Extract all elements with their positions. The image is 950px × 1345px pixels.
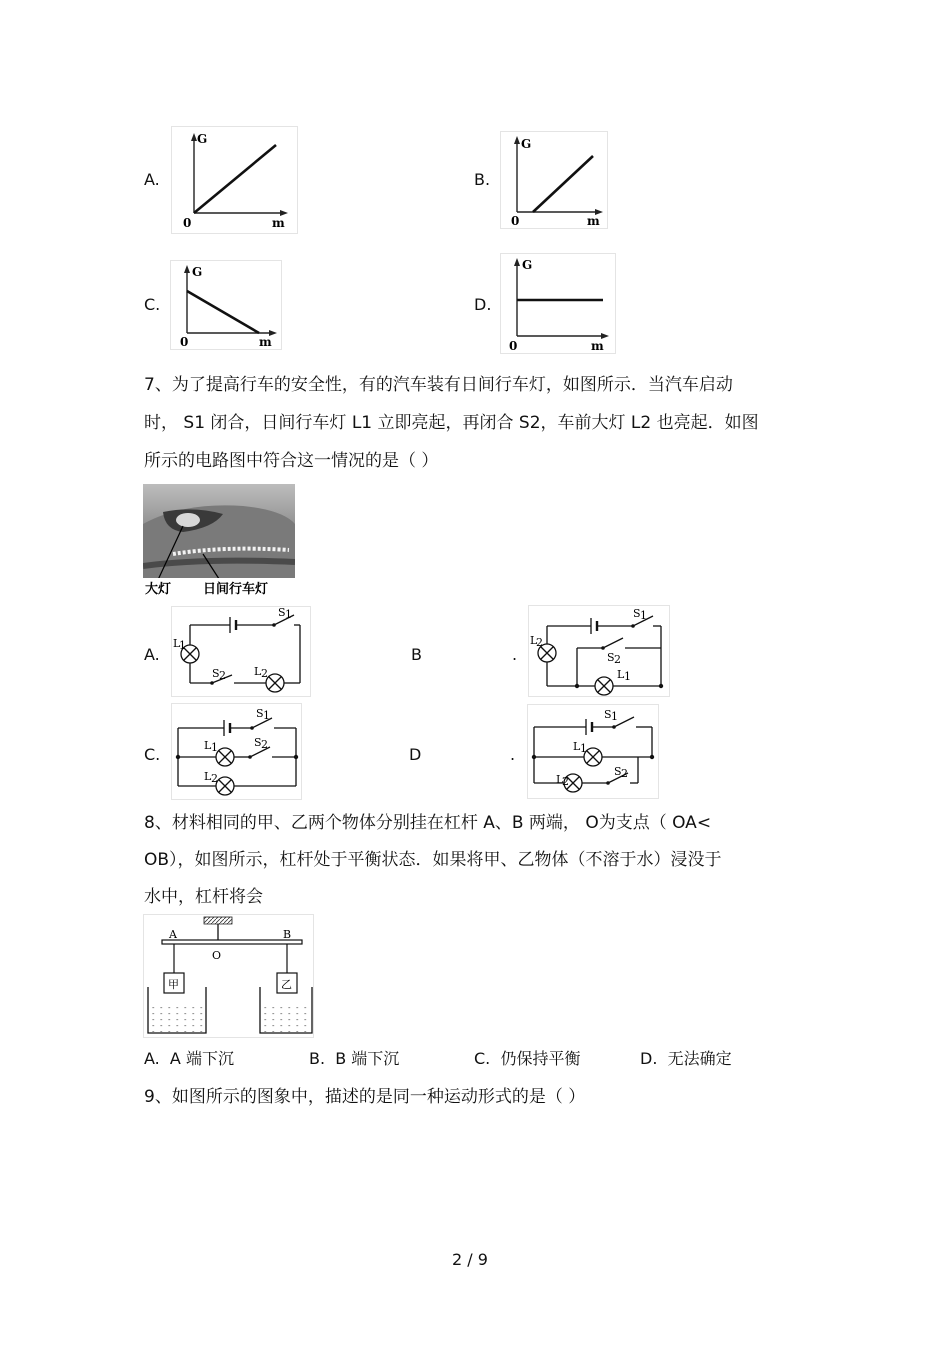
q8-option-c[interactable] [474, 1049, 580, 1069]
q8-option-d-letter: D. [640, 1049, 658, 1068]
circuit-c-l2-sub: 2 [211, 772, 218, 785]
circuit-d-s2-sub: 2 [621, 767, 628, 780]
q6-option-a-letter: A. [144, 170, 160, 189]
circuit-c-s1-label: S [256, 707, 264, 720]
circuit-d-l1-sub: 1 [580, 742, 587, 755]
photo-caption-drl: 日间行车灯 [203, 582, 269, 596]
circuit-a-s2-sub: 2 [219, 669, 226, 682]
circuit-d-l2-sub: 2 [562, 775, 569, 788]
q7-circuit-b [528, 605, 670, 697]
lever-label-b: B [283, 928, 292, 941]
circuit-b-s2-label: S [607, 651, 615, 664]
q6-graph-a [171, 126, 298, 234]
circuit-b-s1-sub: 1 [640, 609, 647, 622]
q6-graph-a-ylabel: G [197, 132, 208, 146]
q7-option-b-dot: . [512, 645, 518, 664]
q8-lever-figure [143, 914, 314, 1038]
q6-graph-d-origin: 0 [509, 339, 518, 353]
circuit-c-l1-label: L [204, 739, 212, 752]
q6-graph-a-line [194, 145, 276, 213]
q7-option-b-letter: B [411, 645, 422, 664]
circuit-b-l2-sub: 2 [536, 636, 543, 649]
q6-graph-b-origin: 0 [511, 214, 520, 228]
q7-option-c-letter: C. [144, 745, 161, 764]
q7-line-2: 时， S1 闭合，日间行车灯 L1 立即亮起，再闭合 S2，车前大灯 L2 也亮起．如图 [144, 413, 759, 433]
q7-car-photo [143, 484, 295, 596]
q7-circuit-a [171, 606, 311, 697]
q6-graph-c-origin: 0 [180, 335, 189, 349]
circuit-d-s1-label: S [604, 708, 612, 721]
q6-graph-c [170, 260, 282, 350]
q8-line-1: 8、材料相同的甲、乙两个物体分别挂在杠杆 A、B 两端， O为支点（ OA< [144, 813, 712, 833]
q6-option-d-letter: D. [474, 295, 492, 314]
circuit-d-l2-label: L [556, 773, 564, 786]
q6-graph-d-ylabel: G [522, 258, 533, 272]
circuit-b-l1-sub: 1 [624, 670, 631, 683]
circuit-c-l1-sub: 1 [211, 741, 218, 754]
q8-option-b-text: B 端下沉 [335, 1049, 400, 1068]
q6-graph-c-line [187, 291, 259, 333]
q8-line-2: OB），如图所示，杠杆处于平衡状态．如果将甲、乙物体（不溶于水）浸没于 [144, 850, 722, 870]
q6-graph-c-ylabel: G [192, 265, 203, 279]
q6-option-b-letter: B. [474, 170, 491, 189]
q7-circuit-d [527, 704, 659, 799]
circuit-b-l2-label: L [530, 634, 538, 647]
circuit-a-l1-label: L [173, 637, 181, 650]
q7-option-a-letter: A. [144, 645, 160, 664]
page-number: 2 / 9 [452, 1250, 488, 1269]
circuit-a-l1-sub: 1 [179, 639, 186, 652]
q7-line-1: 7、为了提高行车的安全性，有的汽车装有日间行车灯，如图所示．当汽车启动 [144, 375, 733, 395]
circuit-c-s1-sub: 1 [263, 709, 270, 722]
q6-graph-b-ylabel: G [521, 137, 532, 151]
q8-option-d[interactable] [640, 1049, 732, 1069]
q8-option-b[interactable] [309, 1049, 399, 1069]
q8-line-3: 水中，杠杆将会 [144, 887, 263, 907]
q8-option-a-letter: A. [144, 1049, 160, 1068]
circuit-d-s1-sub: 1 [611, 710, 618, 723]
q6-graph-b-line [533, 156, 593, 212]
q7-option-d-dot: . [510, 745, 516, 764]
lever-label-o: O [212, 949, 222, 962]
q8-option-a-text: A 端下沉 [169, 1049, 234, 1068]
q7-circuit-c [171, 703, 302, 800]
q6-graph-a-xlabel: m [272, 216, 285, 230]
circuit-a-l2-label: L [254, 665, 262, 678]
circuit-a-s1-label: S [278, 607, 286, 619]
q6-graph-b [500, 131, 608, 229]
circuit-b-s1-label: S [633, 607, 641, 620]
object-jia-label: 甲 [168, 978, 179, 991]
q8-option-c-letter: C. [474, 1049, 491, 1068]
circuit-a-s1-sub: 1 [285, 608, 292, 621]
q6-graph-c-xlabel: m [259, 335, 272, 349]
q6-graph-a-origin: 0 [183, 216, 192, 230]
q6-option-c-letter: C. [144, 295, 161, 314]
q7-option-d-letter: D [409, 745, 422, 764]
q8-option-c-text: 仍保持平衡 [500, 1049, 581, 1068]
q6-graph-b-xlabel: m [587, 214, 600, 228]
circuit-b-s2-sub: 2 [614, 653, 621, 666]
circuit-d-s2-label: S [614, 765, 622, 778]
q6-graph-d-xlabel: m [591, 339, 604, 353]
circuit-b-l1-label: L [617, 668, 625, 681]
q8-option-d-text: 无法确定 [667, 1049, 732, 1068]
circuit-d-l1-label: L [573, 740, 581, 753]
q8-option-b-letter: B. [309, 1049, 326, 1068]
lever-label-a: A [169, 928, 177, 941]
circuit-c-s2-sub: 2 [261, 738, 268, 751]
q6-graph-d [500, 253, 616, 354]
q7-line-3: 所示的电路图中符合这一情况的是（ ） [144, 451, 439, 471]
photo-caption-headlight: 大灯 [145, 582, 172, 596]
circuit-a-l2-sub: 2 [261, 667, 268, 680]
circuit-c-s2-label: S [254, 736, 262, 749]
q8-option-a[interactable] [144, 1049, 234, 1069]
object-yi-label: 乙 [281, 978, 292, 991]
q9-line-1: 9、如图所示的图象中，描述的是同一种运动形式的是（ ） [144, 1087, 586, 1107]
circuit-c-l2-label: L [204, 770, 212, 783]
circuit-a-s2-label: S [212, 667, 220, 680]
